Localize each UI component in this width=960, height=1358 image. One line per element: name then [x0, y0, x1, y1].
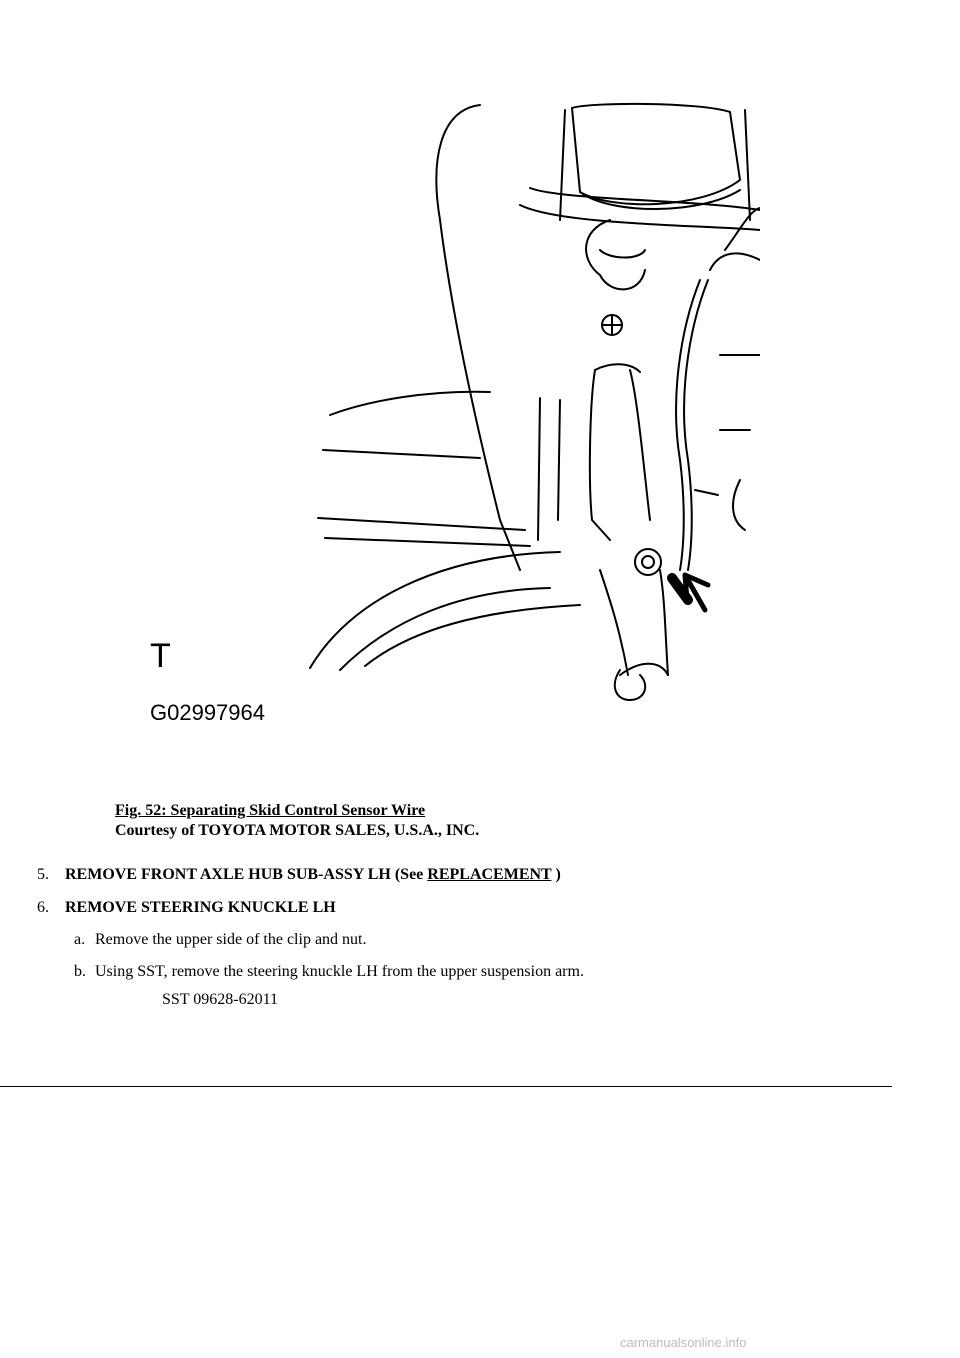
step-text: REMOVE FRONT AXLE HUB SUB-ASSY LH (See [65, 866, 428, 883]
replacement-link[interactable]: REPLACEMENT [427, 866, 552, 883]
step-suffix: ) [551, 866, 561, 883]
steering-knuckle-drawing [140, 100, 760, 730]
step-6 [37, 898, 336, 918]
figure-corner-letter: T [150, 637, 171, 675]
step-text: REMOVE STEERING KNUCKLE LH [65, 899, 336, 916]
step-number: 5. [37, 866, 49, 883]
page-divider [0, 1086, 892, 1087]
figure-caption [115, 801, 479, 841]
caption-title[interactable]: Fig. 52: Separating Skid Control Sensor Wire [115, 802, 426, 819]
watermark: carmanualsonline.info [620, 1335, 747, 1350]
substep-letter: a. [74, 931, 86, 948]
substep-b [74, 962, 584, 982]
substep-text: Using SST, remove the steering knuckle LH from the upper suspension arm. [95, 963, 584, 980]
figure-illustration [140, 100, 760, 730]
substep-letter: b. [74, 963, 86, 980]
step-number: 6. [37, 899, 49, 916]
substep-text: Remove the upper side of the clip and nut. [95, 931, 367, 948]
figure-code: G02997964 [150, 700, 265, 725]
substep-a [74, 930, 366, 950]
sst-number: SST 09628-62011 [162, 991, 279, 1008]
caption-credit: Courtesy of TOYOTA MOTOR SALES, U.S.A., INC. [115, 822, 480, 839]
step-5 [37, 865, 561, 885]
